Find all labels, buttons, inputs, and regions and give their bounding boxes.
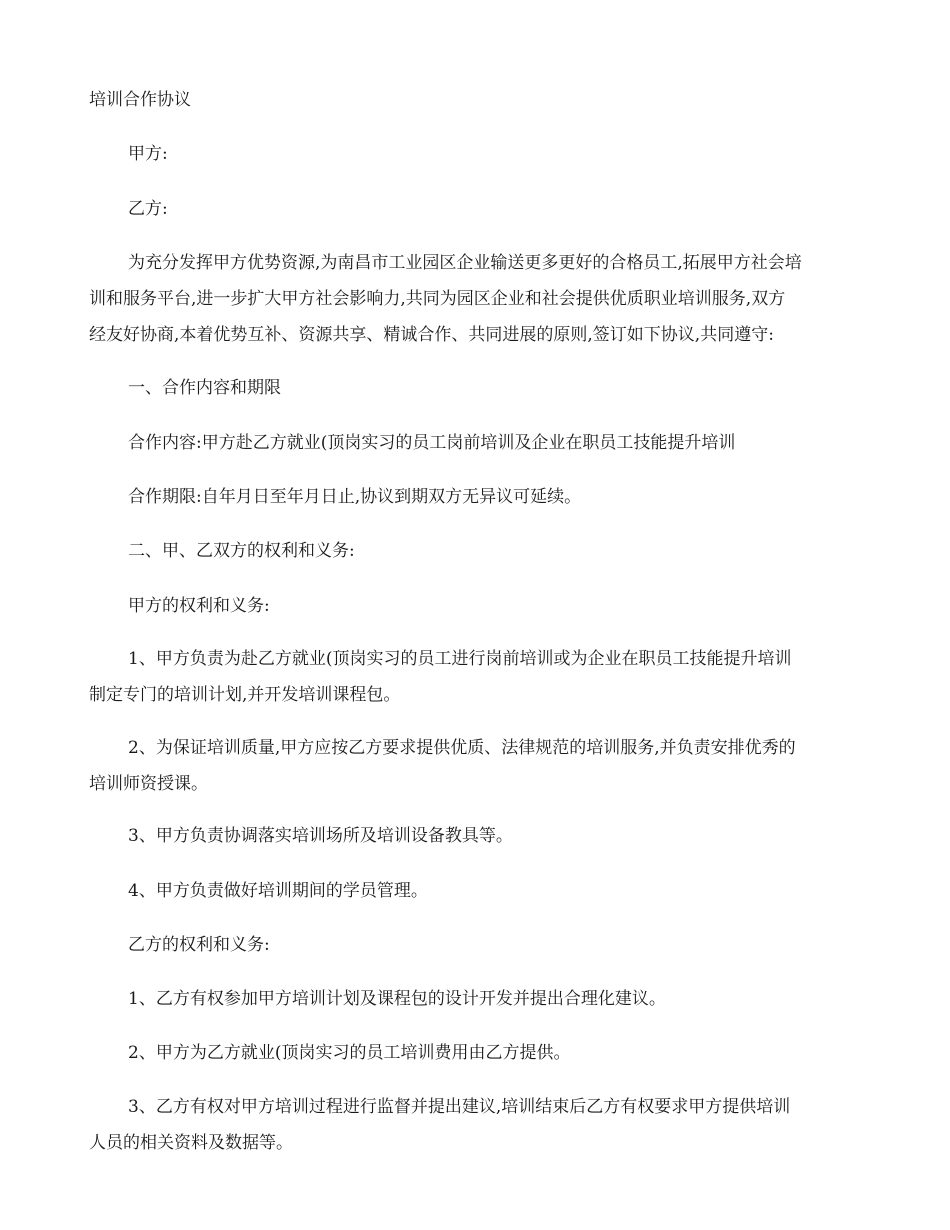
cooperation-content: 合作内容:甲方赴乙方就业(顶岗实习的员工岗前培训及企业在职员工技能提升培训 <box>128 433 736 453</box>
cooperation-period: 合作期限:自年月日至年月日止,协议到期双方无异议可延续。 <box>128 487 582 507</box>
party-b-label: 乙方: <box>128 199 168 219</box>
intro-line-2: 训和服务平台,进一步扩大甲方社会影响力,共同为园区企业和社会提供优质职业培训服务,双方 <box>89 289 786 309</box>
party-a-item-1-line-1: 1、甲方负责为赴乙方就业(顶岗实习的员工进行岗前培训或为企业在职员工技能提升培训 <box>128 649 792 669</box>
party-b-item-2: 2、甲方为乙方就业(顶岗实习的员工培训费用由乙方提供。 <box>128 1043 571 1063</box>
party-b-item-3-line-1: 3、乙方有权对甲方培训过程进行监督并提出建议,培训结束后乙方有权要求甲方提供培训 <box>128 1097 791 1117</box>
party-b-duties-heading: 乙方的权利和义务: <box>128 935 270 955</box>
intro-line-1: 为充分发挥甲方优势资源,为南昌市工业园区企业输送更多更好的合格员工,拓展甲方社会培 <box>128 253 802 273</box>
party-b-item-3-line-2: 人员的相关资料及数据等。 <box>89 1133 293 1153</box>
party-a-label: 甲方: <box>128 144 168 164</box>
section2-heading: 二、甲、乙双方的权利和义务: <box>128 541 355 561</box>
party-a-item-2-line-2: 培训师资授课。 <box>89 774 208 794</box>
party-a-item-4: 4、甲方负责做好培训期间的学员管理。 <box>128 881 428 901</box>
document-title: 培训合作协议 <box>89 90 191 110</box>
intro-line-3: 经友好协商,本着优势互补、资源共享、精诚合作、共同进展的原则,签订如下协议,共同遵守: <box>89 325 774 345</box>
party-a-item-2-line-1: 2、为保证培训质量,甲方应按乙方要求提供优质、法律规范的培训服务,并负责安排优秀的 <box>128 738 796 758</box>
section1-heading: 一、合作内容和期限 <box>128 378 281 398</box>
party-a-item-3: 3、甲方负责协调落实培训场所及培训设备教具等。 <box>128 826 513 846</box>
party-b-item-1: 1、乙方有权参加甲方培训计划及课程包的设计开发并提出合理化建议。 <box>128 989 666 1009</box>
party-a-item-1-line-2: 制定专门的培训计划,并开发培训课程包。 <box>89 685 401 705</box>
party-a-duties-heading: 甲方的权利和义务: <box>128 596 270 616</box>
